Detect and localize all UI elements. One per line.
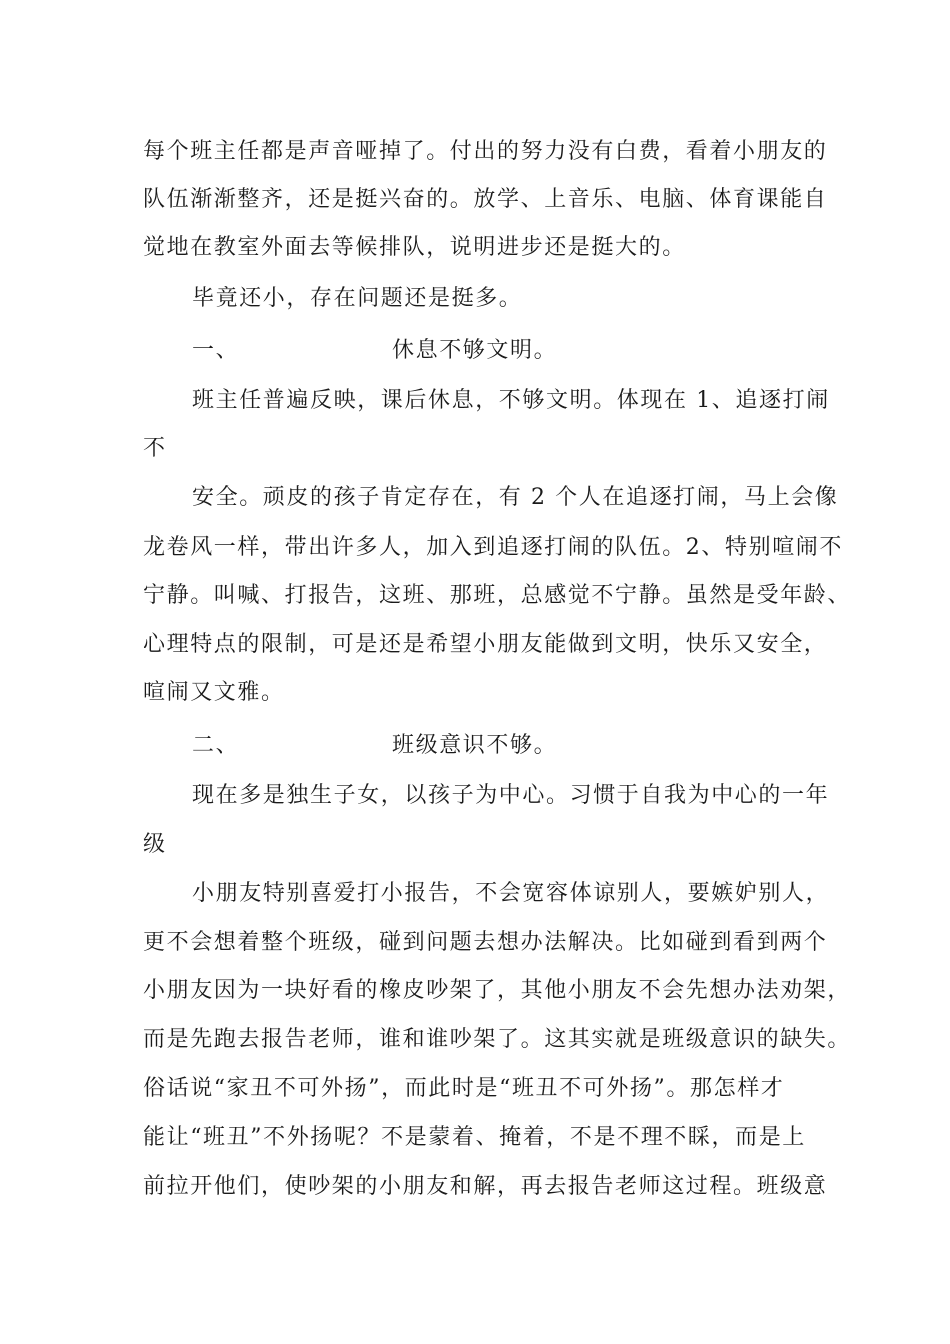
paragraph-line: 俗话说“家丑不可外扬”，而此时是“班丑不可外扬”。那怎样才 <box>143 1076 785 1101</box>
paragraph-line: 队伍渐渐整齐，还是挺兴奋的。放学、上音乐、电脑、体育课能自 <box>143 187 828 212</box>
paragraph-line: 不 <box>143 436 167 461</box>
paragraph-line: 小朋友因为一块好看的橡皮吵架了，其他小朋友不会先想办法劝架， <box>143 978 852 1003</box>
paragraph-line: 小朋友特别喜爱打小报告，不会宽容体谅别人，要嫉妒别人， <box>192 881 830 906</box>
section-heading-title: 班级意识不够。 <box>392 733 558 758</box>
paragraph-line: 毕竟还小，存在问题还是挺多。 <box>192 286 523 311</box>
paragraph-line: 能让“班丑”不外扬呢？不是蒙着、掩着，不是不理不睬，而是上 <box>143 1125 806 1150</box>
paragraph-line: 班主任普遍反映，课后休息，不够文明。体现在 1、追逐打闹 <box>192 388 830 413</box>
section-heading-number: 二、 <box>192 733 240 758</box>
paragraph-line: 心理特点的限制，可是还是希望小朋友能做到文明，快乐又安全， <box>143 632 828 657</box>
paragraph-line: 宁静。叫喊、打报告，这班、那班，总感觉不宁静。虽然是受年龄、 <box>143 583 852 608</box>
paragraph-line: 级 <box>143 832 167 857</box>
paragraph-line: 现在多是独生子女，以孩子为中心。习惯于自我为中心的一年 <box>192 783 830 808</box>
paragraph-line: 安全。顽皮的孩子肯定存在，有 2 个人在追逐打闹，马上会像 <box>192 485 839 510</box>
paragraph-line: 更不会想着整个班级，碰到问题去想办法解决。比如碰到看到两个 <box>143 930 828 955</box>
paragraph-line: 龙卷风一样，带出许多人，加入到追逐打闹的队伍。2、特别喧闹不 <box>143 535 843 560</box>
paragraph-line: 而是先跑去报告老师，谁和谁吵架了。这其实就是班级意识的缺失。 <box>143 1027 852 1052</box>
paragraph-line: 前拉开他们，使吵架的小朋友和解，再去报告老师这过程。班级意 <box>143 1174 828 1199</box>
paragraph-line: 觉地在教室外面去等候排队，说明进步还是挺大的。 <box>143 235 686 260</box>
paragraph-line: 每个班主任都是声音哑掉了。付出的努力没有白费，看着小朋友的 <box>143 139 828 164</box>
paragraph-line: 喧闹又文雅。 <box>143 680 285 705</box>
section-heading-number: 一、 <box>192 338 240 363</box>
section-heading-title: 休息不够文明。 <box>392 338 558 363</box>
